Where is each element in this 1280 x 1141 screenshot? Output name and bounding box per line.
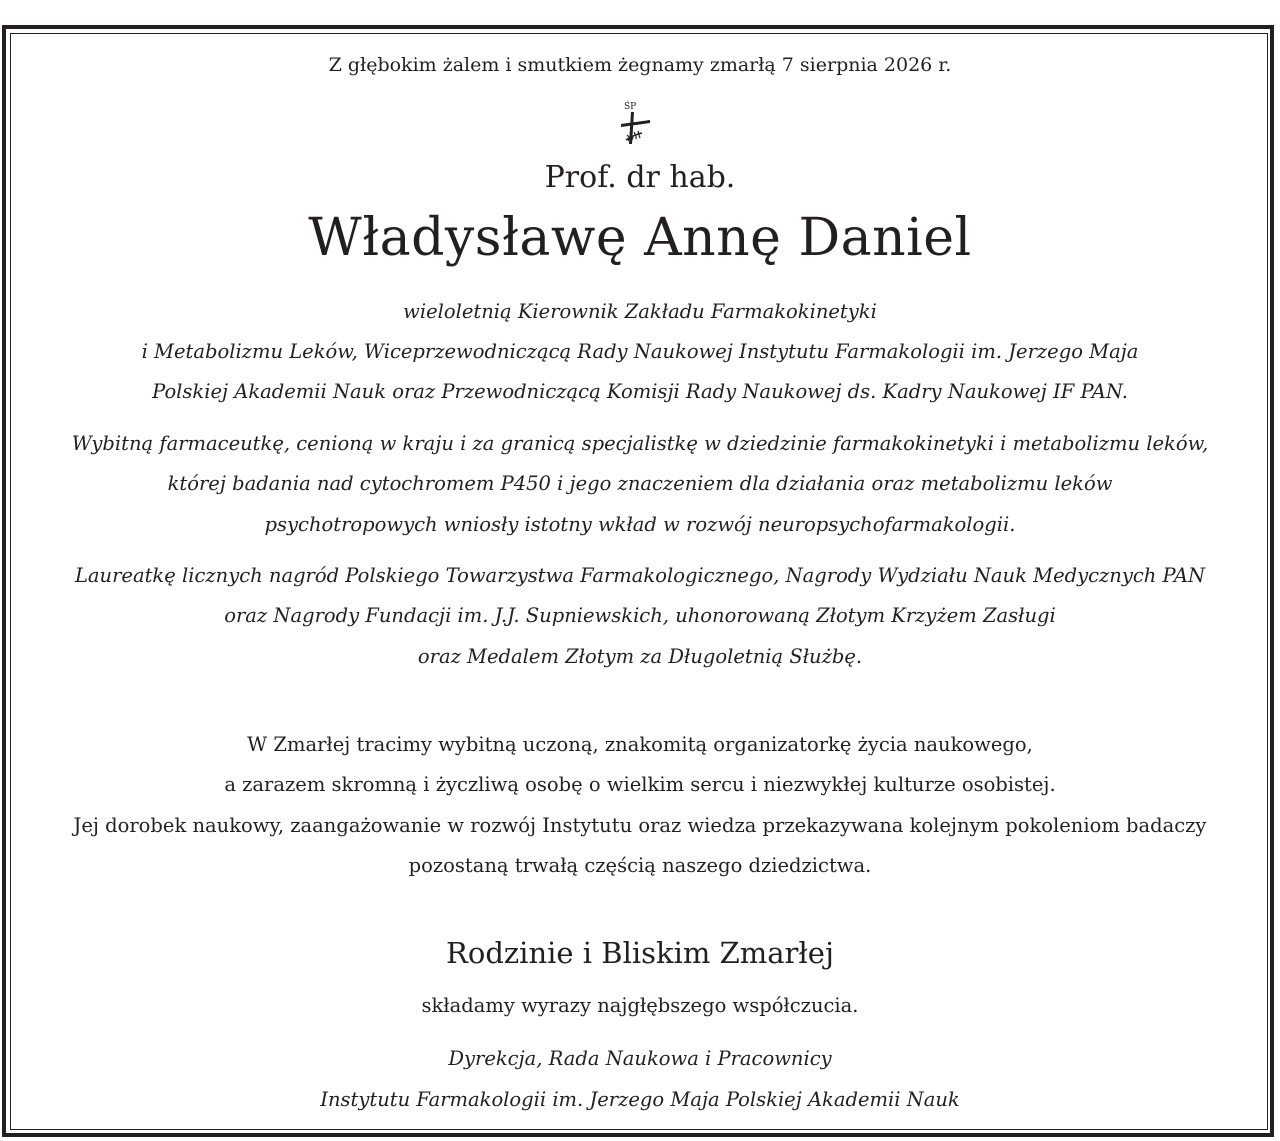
award-line: oraz Medalem Złotym za Długoletnią Służbę. [417,645,863,668]
intro-text: Z głębokim żalem i smutkiem żegnamy zmarłą 7 sierpnia 2026 r. [328,54,952,76]
memorial-line: W Zmarłej tracimy wybitną uczoną, znakomitą organizatorkę życia naukowego, [247,733,1033,756]
memorial-line: Jej dorobek naukowy, zaangażowanie w rozwój Instytutu oraz wiedza przekazywana kolejnym pokoleniom badaczy [73,814,1207,837]
deceased-name: Władysławę Annę Daniel [308,208,972,268]
memorial-line: a zarazem skromną i życzliwą osobę o wielkim sercu i niezwykłej kulturze osobistej. [224,773,1056,796]
achievement-line: psychotropowych wniosły istotny wkład w rozwój neuropsychofarmakologii. [264,513,1016,536]
award-line: oraz Nagrody Fundacji im. J.J. Supniewskich, uhonorowaną Złotym Krzyżem Zasługi [224,604,1056,627]
academic-title: Prof. dr hab. [544,160,736,195]
award-line: Laureatkę licznych nagród Polskiego Towarzystwa Farmakologicznego, Nagrody Wydziału Nauk Medycznych PAN [74,564,1206,587]
role-line: Polskiej Akademii Nauk oraz Przewodniczącą Komisji Rady Naukowej ds. Kadry Naukowej IF PAN. [152,380,1128,403]
signature-line: Instytutu Farmakologii im. Jerzego Maja Polskiej Akademii Nauk [320,1088,960,1111]
signature-line: Dyrekcja, Rada Naukowa i Pracownicy [448,1047,832,1070]
achievement-line: której badania nad cytochromem P450 i jego znaczeniem dla działania oraz metabolizmu leków [167,472,1113,495]
role-line: i Metabolizmu Leków, Wiceprzewodniczącą Rady Naukowej Instytutu Farmakologii im. Jerzego Maja [141,340,1139,363]
condolences-text: składamy wyrazy najgłębszego współczucia. [421,994,859,1017]
achievement-line: Wybitną farmaceutkę, cenioną w kraju i za granicą specjalistkę w dziedzinie farmakokinetyki i metabolizmu leków, [71,432,1209,455]
memorial-line: pozostaną trwałą częścią naszego dziedzictwa. [408,854,872,877]
role-line: wieloletnią Kierownik Zakładu Farmakokinetyki [403,300,877,323]
cross-with-palm-icon [616,100,656,150]
sp-label: ŚP [624,102,637,112]
family-heading: Rodzinie i Bliskim Zmarłej [446,936,834,970]
